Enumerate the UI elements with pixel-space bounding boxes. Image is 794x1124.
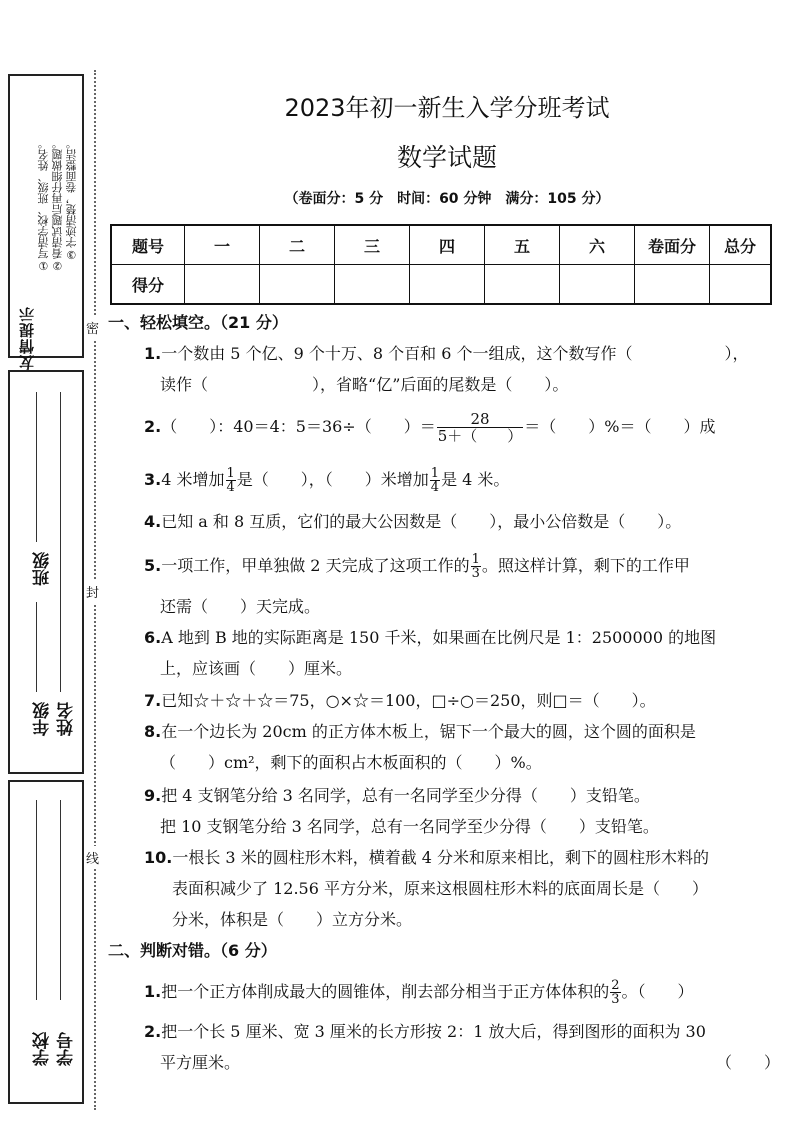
question-number: 10. (144, 848, 173, 867)
name-blank-line[interactable] (60, 392, 61, 692)
question-number: 5. (144, 556, 162, 575)
question-text: 还需（ ）天完成。 (160, 597, 321, 616)
score-header-cell: 三 (335, 225, 410, 265)
question-text: ），省略“亿”后面的尾数是（ ）。 (312, 375, 569, 394)
question-7 (144, 690, 656, 712)
question-number: 1. (144, 982, 162, 1001)
question-text: 。（ ） (621, 982, 694, 1001)
score-cell[interactable] (710, 265, 772, 305)
fraction-denominator: 3 (611, 992, 620, 1007)
question-number: 9. (144, 786, 162, 805)
question-text: ）， (724, 344, 749, 363)
tip-line-1: ①写清学校、班级、姓名。 (37, 138, 50, 272)
fraction-numerator: 1 (226, 466, 235, 481)
question-text: （ ）cm²，剩下的面积占木板面积的（ ）%。 (160, 753, 542, 772)
fraction (437, 411, 524, 444)
question-8-line-2 (160, 752, 542, 774)
question-text: ＝（ ）%＝（ ）成 (524, 417, 716, 436)
question-number: 2. (144, 1022, 162, 1041)
judge-answer-blank[interactable]: （ ） (716, 1053, 781, 1072)
fraction-denominator: 4 (226, 480, 235, 495)
score-cell[interactable] (185, 265, 260, 305)
score-cell[interactable] (260, 265, 335, 305)
class-label: 班级 (33, 552, 53, 586)
tip-line-3: ③字迹清楚，卷面整洁。 (65, 138, 78, 261)
score-header-cell: 二 (260, 225, 335, 265)
question-8-line-1 (144, 721, 696, 743)
section1-heading: 一、轻松填空。（21 分） (108, 313, 288, 332)
fraction (471, 553, 481, 580)
fraction (430, 467, 440, 494)
question-text: 把一个长 5 厘米、宽 3 厘米的长方形按 2：1 放大后，得到图形的面积为 30 (161, 1022, 706, 1041)
school-info-box (8, 780, 84, 1104)
question-10-line-2 (172, 878, 708, 900)
question-5-line-2 (160, 596, 320, 618)
question-text: 上，应该画（ ）厘米。 (160, 659, 353, 678)
judge-question-2-line-1 (144, 1021, 706, 1043)
question-10-line-3 (172, 909, 412, 931)
score-header-cell: 五 (485, 225, 560, 265)
question-text: 把 4 支钢笔分给 3 名同学，总有一名同学至少分得（ ）支铅笔。 (161, 786, 650, 805)
fraction-numerator: 2 (611, 978, 620, 993)
judge-question-1 (144, 976, 694, 1008)
name-label: 姓名 (57, 702, 77, 736)
exam-title: 2023年初一新生入学分班考试 (284, 94, 610, 122)
question-text: 把一个正方体削成最大的圆锥体，削去部分相当于正方体体积的 (161, 982, 610, 1001)
score-cell[interactable] (335, 265, 410, 305)
binding-char-feng: 封 (86, 580, 99, 603)
question-text: 一个数由 5 个亿、9 个十万、8 个百和 6 个一组成，这个数写作（ (161, 344, 633, 363)
question-text: 在一个边长为 20cm 的正方体木板上，锯下一个最大的圆，这个圆的面积是 (161, 722, 696, 741)
question-2 (144, 410, 715, 444)
score-cell[interactable] (410, 265, 485, 305)
score-row-label: 得分 (111, 265, 185, 305)
school-label: 学校 (33, 1032, 53, 1066)
question-1-line-1 (144, 343, 748, 365)
question-9-line-1 (144, 785, 650, 807)
class-blank-line[interactable] (36, 392, 37, 542)
question-9-line-2 (160, 816, 659, 838)
question-text: 一根长 3 米的圆柱形木料，横着截 4 分米和原来相比，剩下的圆柱形木料的 (172, 848, 710, 867)
question-text: 已知☆＋☆＋☆＝75，○×☆＝100，□÷○＝250，则□＝（ ）。 (161, 691, 656, 710)
fraction-denominator: 4 (430, 480, 440, 495)
score-table-score-row (111, 265, 771, 305)
question-3 (144, 464, 509, 496)
exam-info: （卷面分：5 分 时间：60 分钟 满分：105 分） (284, 191, 610, 207)
score-header-cell: 题号 (111, 225, 185, 265)
exam-subtitle: 数学试题 (396, 143, 497, 172)
grade-label: 年级 (33, 702, 53, 736)
score-table (110, 224, 772, 305)
binding-char-xian: 线 (86, 846, 99, 869)
question-text: 一项工作，甲单独做 2 天完成了这项工作的 (161, 556, 470, 575)
question-6-line-2 (160, 658, 352, 680)
question-6-line-1 (144, 627, 716, 649)
question-text: 读作（ (160, 375, 209, 394)
score-header-cell: 总分 (710, 225, 772, 265)
score-header-cell: 六 (560, 225, 635, 265)
question-number: 8. (144, 722, 162, 741)
fraction-denominator: 3 (471, 566, 480, 581)
grade-blank-line[interactable] (36, 602, 37, 692)
question-number: 6. (144, 628, 162, 647)
score-cell[interactable] (635, 265, 710, 305)
tip-line-2: ②看清试题后再仔细做题。 (51, 138, 64, 272)
fraction-numerator: 28 (437, 411, 524, 428)
question-number: 4. (144, 512, 162, 531)
section2-heading: 二、判断对错。（6 分） (108, 941, 277, 960)
class-info-box (8, 370, 84, 774)
fraction-numerator: 1 (430, 466, 440, 481)
question-4 (144, 511, 681, 533)
tips-box (8, 74, 84, 370)
score-header-cell: 一 (185, 225, 260, 265)
question-text: 4 米增加 (161, 470, 225, 489)
question-text: 是 4 米。 (441, 470, 510, 489)
score-header-cell: 卷面分 (635, 225, 710, 265)
question-number: 7. (144, 691, 162, 710)
fraction-denominator: 5＋（ ） (437, 427, 523, 445)
school-blank-line[interactable] (36, 800, 37, 1000)
question-number: 2. (144, 417, 162, 436)
question-text: 。照这样计算，剩下的工作甲 (481, 556, 690, 575)
question-text: A 地到 B 地的实际距离是 150 千米，如果画在比例尺是 1：2500000 的地图 (161, 628, 717, 647)
question-5-line-1 (144, 550, 690, 582)
question-text: 平方厘米。 (160, 1053, 241, 1072)
fraction-numerator: 1 (471, 552, 480, 567)
score-cell[interactable] (560, 265, 635, 305)
question-text: 是（ ），（ ）米增加 (236, 470, 429, 489)
question-1-line-2 (160, 374, 568, 396)
question-number: 1. (144, 344, 162, 363)
fraction (226, 467, 236, 494)
judge-question-2-line-2 (160, 1052, 240, 1074)
binding-char-mi: 密 (86, 316, 99, 339)
student-id-blank-line[interactable] (60, 800, 61, 1000)
score-cell[interactable] (485, 265, 560, 305)
score-table-header-row (111, 225, 771, 265)
question-text: 已知 a 和 8 互质，它们的最大公因数是（ ），最小公倍数是（ ）。 (161, 512, 682, 531)
student-id-label: 学号 (57, 1032, 77, 1066)
fraction (610, 979, 620, 1006)
question-10-line-1 (144, 847, 709, 869)
question-text: 表面积减少了 12.56 平方分米，原来这根圆柱形木料的底面周长是（ ） (172, 879, 708, 898)
question-text: 把 10 支钢笔分给 3 名同学，总有一名同学至少分得（ ）支铅笔。 (160, 817, 659, 836)
question-number: 3. (144, 470, 162, 489)
question-text: 分米，体积是（ ）立方分米。 (172, 910, 413, 929)
score-header-cell: 四 (410, 225, 485, 265)
question-text: （ ）：40＝4：5＝36÷（ ）＝ (161, 417, 436, 436)
tips-label: 友情提示 (18, 306, 36, 370)
